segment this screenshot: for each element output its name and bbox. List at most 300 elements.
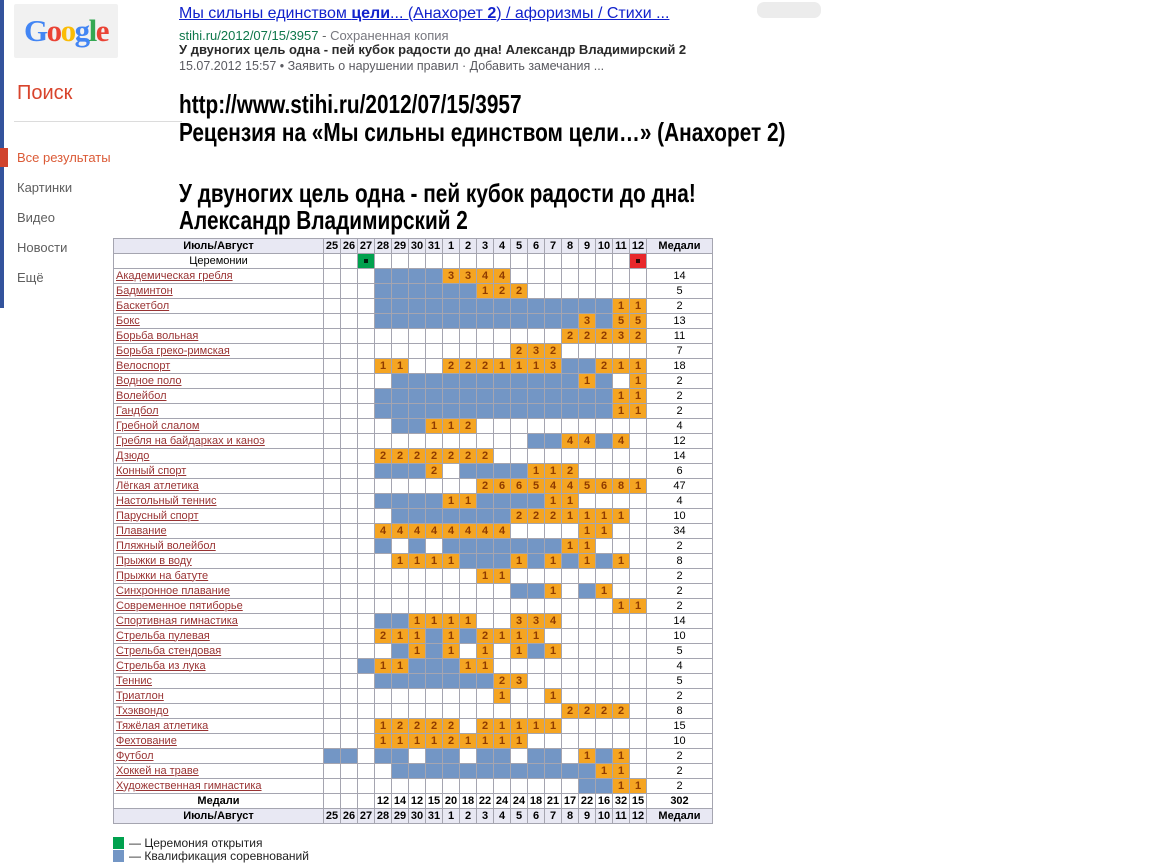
competition-day-cell [562, 764, 579, 779]
schedule-header-row [114, 239, 713, 254]
sport-medal-total: 10 [647, 629, 713, 644]
sport-row [114, 434, 713, 449]
sport-label-cell [114, 329, 324, 344]
sport-row [114, 674, 713, 689]
logo-letter: g [74, 13, 89, 48]
medal-day-cell: 5 [613, 314, 630, 329]
competition-day-cell [477, 299, 494, 314]
empty-day-cell [613, 494, 630, 509]
empty-day-cell [596, 674, 613, 689]
sport-link[interactable]: Волейбол [116, 389, 167, 402]
gray-pill-decoration [757, 2, 821, 18]
empty-day-cell [324, 614, 341, 629]
sport-label-cell [114, 464, 324, 479]
empty-day-cell [324, 344, 341, 359]
empty-day-cell [426, 569, 443, 584]
sidebar-item-5[interactable]: Ещё [17, 270, 44, 285]
competition-day-cell [528, 494, 545, 509]
medal-day-cell: 2 [596, 359, 613, 374]
medal-day-cell: 5 [579, 479, 596, 494]
empty-day-cell [630, 674, 647, 689]
day-header-cell: 5 [511, 239, 528, 254]
medal-day-cell: 4 [562, 434, 579, 449]
empty-day-cell [494, 704, 511, 719]
sport-medal-total: 4 [647, 419, 713, 434]
day-total-cell: 12 [409, 794, 426, 809]
medal-day-cell: 2 [443, 449, 460, 464]
competition-day-cell [511, 539, 528, 554]
day-header-cell: 6 [528, 809, 545, 824]
empty-day-cell [579, 689, 596, 704]
empty-day-cell [358, 404, 375, 419]
medal-day-cell: 1 [409, 614, 426, 629]
medal-day-cell: 4 [375, 524, 392, 539]
competition-day-cell [443, 284, 460, 299]
medal-day-cell: 1 [613, 764, 630, 779]
month-header-cell: Июль/Август [114, 809, 324, 824]
empty-day-cell [324, 404, 341, 419]
sidebar-item-2[interactable]: Картинки [17, 180, 73, 195]
legend-item [113, 836, 262, 849]
day-header-cell: 11 [613, 809, 630, 824]
sport-link[interactable]: Настольный теннис [116, 494, 217, 507]
competition-day-cell [358, 659, 375, 674]
sport-medal-total: 10 [647, 509, 713, 524]
logo-letter: l [88, 13, 96, 48]
medal-day-cell: 1 [494, 629, 511, 644]
medal-day-cell: 1 [545, 554, 562, 569]
competition-day-cell [409, 374, 426, 389]
day-header-cell: 26 [341, 239, 358, 254]
medal-day-cell: 2 [630, 329, 647, 344]
ceremony-dot [364, 259, 368, 263]
sport-link[interactable]: Фехтование [116, 734, 177, 747]
medal-day-cell: 3 [528, 614, 545, 629]
empty-day-cell [324, 269, 341, 284]
sport-link[interactable]: Баскетбол [116, 299, 170, 312]
sport-medal-total: 2 [647, 299, 713, 314]
cached-copy-link[interactable]: Сохраненная копия [330, 28, 449, 43]
medal-day-cell: 1 [511, 554, 528, 569]
medal-day-cell: 1 [545, 719, 562, 734]
empty-day-cell [613, 689, 630, 704]
medal-day-cell: 2 [494, 674, 511, 689]
sport-row [114, 569, 713, 584]
empty-day-cell [630, 704, 647, 719]
medal-day-cell: 2 [477, 359, 494, 374]
medal-day-cell: 1 [579, 539, 596, 554]
medal-day-cell: 1 [511, 644, 528, 659]
empty-day-cell [341, 374, 358, 389]
sport-medal-total: 2 [647, 389, 713, 404]
sport-label-cell [114, 584, 324, 599]
empty-day-cell [494, 254, 511, 269]
empty-day-cell [341, 734, 358, 749]
empty-day-cell [511, 749, 528, 764]
competition-day-cell [596, 299, 613, 314]
empty-day-cell [341, 599, 358, 614]
sport-row [114, 479, 713, 494]
empty-day-cell [528, 659, 545, 674]
empty-day-cell [426, 689, 443, 704]
sport-label-cell [114, 284, 324, 299]
competition-day-cell [426, 404, 443, 419]
medal-day-cell: 3 [613, 329, 630, 344]
day-header-cell: 30 [409, 239, 426, 254]
empty-day-cell [596, 464, 613, 479]
empty-day-cell [409, 329, 426, 344]
empty-day-cell [324, 479, 341, 494]
competition-day-cell [426, 299, 443, 314]
competition-day-cell [409, 494, 426, 509]
sport-link[interactable]: Конный спорт [116, 464, 187, 477]
medal-day-cell: 1 [511, 734, 528, 749]
empty-day-cell [460, 479, 477, 494]
empty-day-cell [613, 284, 630, 299]
medal-day-cell: 1 [494, 719, 511, 734]
empty-day-cell [324, 644, 341, 659]
empty-day-cell [358, 269, 375, 284]
competition-day-cell [409, 539, 426, 554]
sport-link[interactable]: Дзюдо [116, 449, 150, 462]
empty-day-cell [477, 254, 494, 269]
medal-day-cell: 1 [443, 614, 460, 629]
empty-day-cell [358, 674, 375, 689]
competition-day-cell [375, 494, 392, 509]
empty-day-cell [613, 464, 630, 479]
empty-day-cell [562, 644, 579, 659]
sport-link[interactable]: Синхронное плавание [116, 584, 231, 597]
competition-day-cell [409, 764, 426, 779]
day-header-cell: 7 [545, 809, 562, 824]
empty-day-cell [358, 689, 375, 704]
empty-day-cell [545, 419, 562, 434]
competition-day-cell [477, 389, 494, 404]
empty-day-cell [409, 584, 426, 599]
medal-day-cell: 1 [511, 629, 528, 644]
competition-day-cell [511, 389, 528, 404]
sport-link[interactable]: Гандбол [116, 404, 159, 417]
medal-day-cell: 4 [477, 269, 494, 284]
sport-link[interactable]: Академическая гребля [116, 269, 233, 282]
medal-day-cell: 1 [477, 659, 494, 674]
empty-day-cell [341, 689, 358, 704]
empty-day-cell [443, 569, 460, 584]
medal-day-cell: 2 [613, 704, 630, 719]
empty-day-cell [511, 524, 528, 539]
sport-row [114, 389, 713, 404]
sport-link[interactable]: Пляжный волейбол [116, 539, 216, 552]
sport-row [114, 719, 713, 734]
empty-day-cell [324, 389, 341, 404]
sport-link[interactable]: Стрельба из лука [116, 659, 206, 672]
empty-day-cell [324, 599, 341, 614]
search-section-label: Поиск [17, 82, 73, 104]
competition-day-cell [511, 764, 528, 779]
sport-medal-total: 5 [647, 644, 713, 659]
competition-day-cell [579, 299, 596, 314]
competition-day-cell [494, 314, 511, 329]
competition-day-cell [477, 509, 494, 524]
empty-day-cell [375, 434, 392, 449]
competition-day-cell [409, 404, 426, 419]
medal-day-cell: 2 [579, 704, 596, 719]
medal-day-cell: 4 [562, 479, 579, 494]
medal-day-cell: 1 [426, 419, 443, 434]
empty-day-cell [494, 419, 511, 434]
empty-day-cell [511, 434, 528, 449]
sport-link[interactable]: Борьба греко-римская [116, 344, 230, 357]
empty-day-cell [443, 779, 460, 794]
google-logo[interactable] [24, 13, 108, 49]
competition-day-cell [426, 494, 443, 509]
sport-link[interactable]: Стрельба пулевая [116, 629, 210, 642]
competition-day-cell [477, 764, 494, 779]
medal-day-cell: 1 [477, 734, 494, 749]
empty-day-cell [613, 644, 630, 659]
empty-day-cell [358, 644, 375, 659]
competition-day-cell [545, 299, 562, 314]
medal-day-cell: 1 [562, 509, 579, 524]
medal-day-cell: 4 [545, 479, 562, 494]
competition-day-cell [375, 299, 392, 314]
competition-day-cell [562, 404, 579, 419]
sport-link[interactable]: Стрельба стендовая [116, 644, 222, 657]
day-header-cell: 6 [528, 239, 545, 254]
empty-day-cell [375, 584, 392, 599]
sport-link[interactable]: Современное пятиборье [116, 599, 243, 612]
sport-label-cell [114, 524, 324, 539]
sport-medal-total: 18 [647, 359, 713, 374]
sport-label-cell [114, 479, 324, 494]
sport-label-cell [114, 599, 324, 614]
competition-day-cell [579, 359, 596, 374]
medal-day-cell: 1 [562, 494, 579, 509]
empty-day-cell [562, 659, 579, 674]
day-header-cell: 28 [375, 239, 392, 254]
sport-link[interactable]: Парусный спорт [116, 509, 199, 522]
competition-day-cell [392, 614, 409, 629]
medal-day-cell: 1 [392, 359, 409, 374]
sport-link[interactable]: Художественная гимнастика [116, 779, 262, 792]
sport-label-cell [114, 719, 324, 734]
empty-day-cell [494, 599, 511, 614]
empty-day-cell [324, 689, 341, 704]
empty-day-cell [324, 284, 341, 299]
competition-day-cell [375, 464, 392, 479]
competition-day-cell [409, 389, 426, 404]
medal-day-cell: 1 [545, 494, 562, 509]
medal-day-cell: 6 [494, 479, 511, 494]
sidebar-item-3[interactable]: Видео [17, 210, 55, 225]
day-total-cell: 18 [460, 794, 477, 809]
result-title-link[interactable] [179, 5, 669, 23]
medal-day-cell: 2 [375, 629, 392, 644]
empty-day-cell [358, 734, 375, 749]
sport-medal-total: 2 [647, 764, 713, 779]
empty-day-cell [528, 674, 545, 689]
empty-day-cell [324, 584, 341, 599]
sport-link[interactable]: Бадминтон [116, 284, 173, 297]
sport-link[interactable]: Борьба вольная [116, 329, 199, 342]
empty-day-cell [358, 344, 375, 359]
result-url: stihi.ru/2012/07/15/3957 [179, 28, 319, 43]
day-total-cell: 24 [494, 794, 511, 809]
competition-day-cell [443, 509, 460, 524]
empty-day-cell [528, 524, 545, 539]
sport-row [114, 269, 713, 284]
day-header-cell: 1 [443, 239, 460, 254]
sport-row [114, 644, 713, 659]
competition-day-cell [545, 314, 562, 329]
empty-day-cell [562, 344, 579, 359]
medal-day-cell: 6 [511, 479, 528, 494]
competition-day-cell [596, 554, 613, 569]
medal-day-cell: 1 [375, 359, 392, 374]
sport-link[interactable]: Спортивная гимнастика [116, 614, 238, 627]
competition-day-cell [409, 299, 426, 314]
empty-day-cell [562, 599, 579, 614]
empty-day-cell [460, 749, 477, 764]
sport-label-cell [114, 359, 324, 374]
empty-day-cell [324, 674, 341, 689]
sport-link[interactable]: Гребля на байдарках и каноэ [116, 434, 265, 447]
empty-day-cell [562, 734, 579, 749]
empty-day-cell [392, 569, 409, 584]
medal-day-cell: 2 [477, 449, 494, 464]
empty-day-cell [579, 449, 596, 464]
competition-day-cell [528, 299, 545, 314]
empty-day-cell [596, 269, 613, 284]
empty-day-cell [341, 479, 358, 494]
competition-day-cell [426, 314, 443, 329]
sport-link[interactable]: Прыжки на батуте [116, 569, 209, 582]
empty-day-cell [460, 569, 477, 584]
medal-day-cell: 1 [409, 629, 426, 644]
empty-day-cell [324, 374, 341, 389]
empty-day-cell [630, 689, 647, 704]
empty-day-cell [375, 599, 392, 614]
grand-total-cell: 302 [647, 794, 713, 809]
medal-day-cell: 1 [545, 464, 562, 479]
empty-day-cell [341, 524, 358, 539]
competition-day-cell [409, 674, 426, 689]
sport-row [114, 584, 713, 599]
empty-day-cell [358, 584, 375, 599]
ceremonies-row [114, 254, 713, 269]
legend-label: — Квалификация соревнований [129, 848, 309, 863]
sport-medal-total: 4 [647, 659, 713, 674]
sport-row [114, 359, 713, 374]
sport-link[interactable]: Хоккей на траве [116, 764, 199, 777]
competition-day-cell [494, 299, 511, 314]
sport-row [114, 329, 713, 344]
empty-day-cell [358, 764, 375, 779]
sidebar-item-4[interactable]: Новости [17, 240, 68, 255]
medal-day-cell: 4 [443, 524, 460, 539]
empty-day-cell [443, 599, 460, 614]
medal-day-cell: 1 [630, 359, 647, 374]
empty-day-cell [341, 644, 358, 659]
sport-link[interactable]: Бокс [116, 314, 140, 327]
empty-day-cell [358, 539, 375, 554]
empty-day-cell [545, 629, 562, 644]
competition-day-cell [477, 404, 494, 419]
sport-label-cell [114, 659, 324, 674]
competition-day-cell [460, 314, 477, 329]
medal-day-cell: 2 [443, 719, 460, 734]
empty-day-cell [375, 254, 392, 269]
competition-day-cell [596, 374, 613, 389]
empty-day-cell [562, 584, 579, 599]
sport-link[interactable]: Плавание [116, 524, 167, 537]
empty-day-cell [358, 524, 375, 539]
competition-day-cell [545, 749, 562, 764]
competition-day-cell [375, 404, 392, 419]
sport-link[interactable]: Водное поло [116, 374, 182, 387]
sport-link[interactable]: Триатлон [116, 689, 164, 702]
sport-label-cell [114, 509, 324, 524]
day-total-cell: 14 [392, 794, 409, 809]
logo-letter: e [95, 13, 108, 48]
sport-link[interactable]: Прыжки в воду [116, 554, 192, 567]
empty-day-cell [596, 449, 613, 464]
sport-link[interactable]: Гребной слалом [116, 419, 200, 432]
empty-day-cell [630, 449, 647, 464]
sport-label-cell [114, 299, 324, 314]
empty-day-cell [613, 629, 630, 644]
empty-day-cell [409, 479, 426, 494]
empty-day-cell [528, 269, 545, 284]
empty-day-cell [596, 569, 613, 584]
empty-day-cell [562, 284, 579, 299]
sidebar-item-1[interactable]: Все результаты [17, 150, 111, 165]
day-header-cell: 7 [545, 239, 562, 254]
medal-day-cell: 1 [409, 554, 426, 569]
empty-day-cell [375, 764, 392, 779]
sport-link[interactable]: Тяжёлая атлетика [116, 719, 209, 732]
competition-day-cell [579, 584, 596, 599]
competition-day-cell [511, 314, 528, 329]
medal-day-cell: 4 [545, 614, 562, 629]
sport-medal-total: 34 [647, 524, 713, 539]
google-logo-box [14, 4, 118, 58]
medal-day-cell: 1 [392, 629, 409, 644]
medal-day-cell: 4 [477, 524, 494, 539]
sport-link[interactable]: Теннис [116, 674, 153, 687]
medal-day-cell: 1 [545, 644, 562, 659]
empty-day-cell [460, 434, 477, 449]
empty-day-cell [341, 764, 358, 779]
empty-day-cell [358, 449, 375, 464]
sport-medal-total: 2 [647, 539, 713, 554]
competition-day-cell [409, 464, 426, 479]
medal-day-cell: 4 [613, 434, 630, 449]
sport-link[interactable]: Велоспорт [116, 359, 171, 372]
medal-day-cell: 1 [409, 644, 426, 659]
sport-medal-total: 15 [647, 719, 713, 734]
medal-day-cell: 1 [579, 374, 596, 389]
empty-day-cell [630, 554, 647, 569]
sport-link[interactable]: Лёгкая атлетика [116, 479, 199, 492]
day-header-cell: 10 [596, 809, 613, 824]
competition-day-cell [545, 539, 562, 554]
empty-day-cell [596, 644, 613, 659]
sport-link[interactable]: Тхэквондо [116, 704, 169, 717]
sport-link[interactable]: Футбол [116, 749, 154, 762]
sport-row [114, 764, 713, 779]
sport-label-cell [114, 269, 324, 284]
